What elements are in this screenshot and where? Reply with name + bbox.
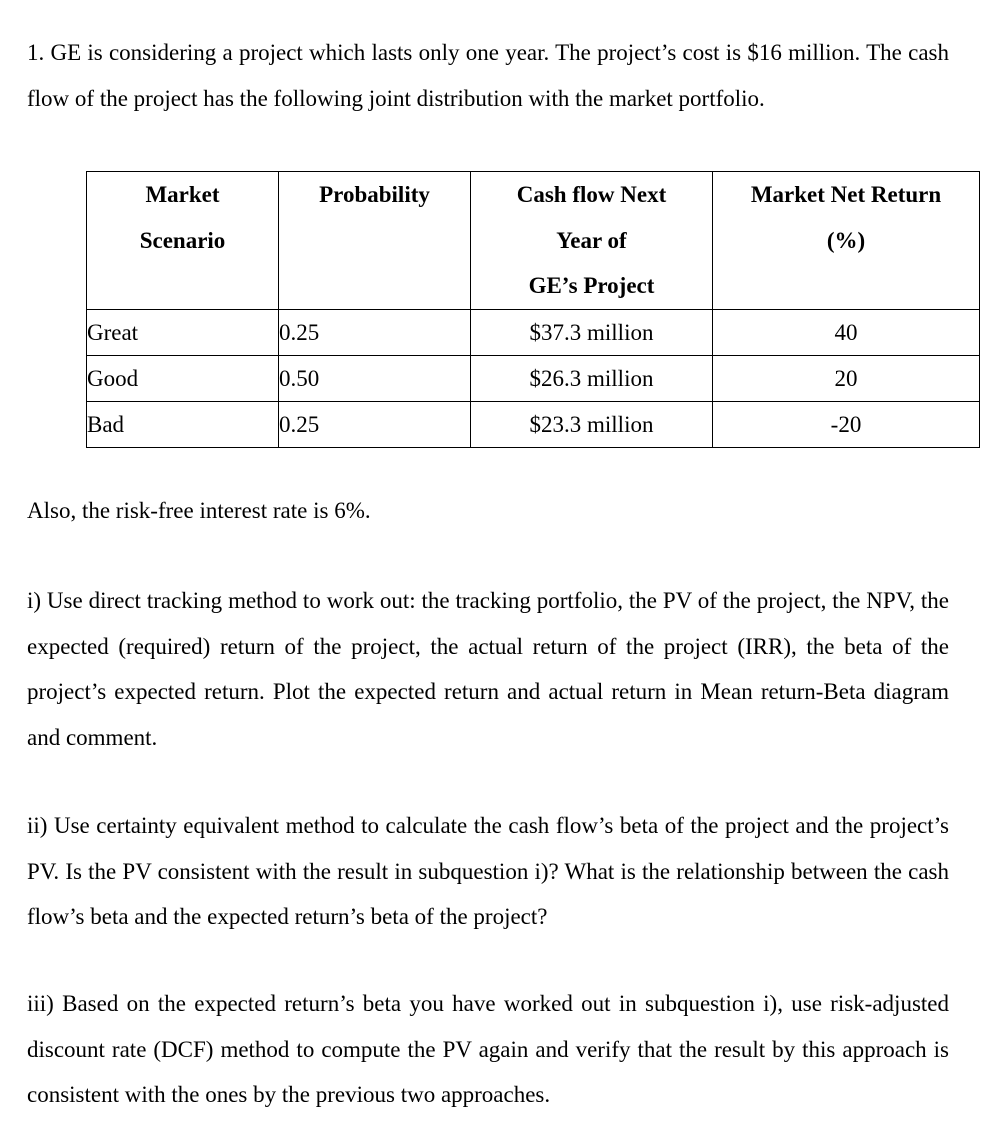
- cell-cash-flow: $37.3 million: [471, 310, 713, 356]
- subquestion-iii: iii) Based on the expected return’s beta you have worked out in subquestion i), use risk-adjusted discount rate (DCF) method to compute the PV again and verify that the result by this approach is consistent with the ones by the previous two approaches.: [27, 991, 949, 1107]
- header-line: (%): [826, 227, 866, 253]
- header-line: Probability: [319, 182, 430, 207]
- header-market-scenario: [87, 172, 279, 310]
- header-line: Scenario: [139, 227, 226, 253]
- cell-market-return: -20: [713, 402, 980, 448]
- subquestion-ii: ii) Use certainty equivalent method to calculate the cash flow’s beta of the project and the project’s PV. Is the PV consistent with the result in subquestion i)? What is the relationship between the cash flow’s beta and the expected return’s beta of the project?: [27, 813, 949, 929]
- cell-scenario: Bad: [87, 402, 279, 448]
- cell-cash-flow: $26.3 million: [471, 356, 713, 402]
- header-line: Market Net Return: [750, 182, 942, 207]
- cell-market-return: 20: [713, 356, 980, 402]
- table-row: [87, 356, 980, 402]
- table-row: [87, 310, 980, 356]
- subquestion-i: i) Use direct tracking method to work out: the tracking portfolio, the PV of the project, the NPV, the expected (required) return of the project, the actual return of the project (IRR), the beta of the project’s expected return. Plot the expected return and actual return in Mean return-Beta diagram and comment.: [27, 588, 949, 750]
- header-line: Cash flow Next: [516, 182, 667, 207]
- header-probability: [279, 172, 471, 310]
- cell-cash-flow: $23.3 million: [471, 402, 713, 448]
- header-line: Year of: [556, 227, 627, 253]
- joint-distribution-table: [86, 171, 980, 448]
- cell-market-return: 40: [713, 310, 980, 356]
- cell-scenario: Good: [87, 356, 279, 402]
- risk-free-note: Also, the risk-free interest rate is 6%.: [27, 498, 371, 523]
- cell-scenario: Great: [87, 310, 279, 356]
- header-line: Market: [145, 182, 220, 207]
- header-line: GE’s Project: [528, 273, 655, 298]
- header-market-net-return: [713, 172, 980, 310]
- cell-probability: 0.25: [279, 310, 471, 356]
- cell-probability: 0.50: [279, 356, 471, 402]
- table-header-row: [87, 172, 980, 310]
- header-cash-flow: [471, 172, 713, 310]
- cell-probability: 0.25: [279, 402, 471, 448]
- question-intro: 1. GE is considering a project which lasts only one year. The project’s cost is $16 million. The cash flow of the project has the following joint distribution with the market portfolio.: [27, 40, 949, 111]
- table-row: [87, 402, 980, 448]
